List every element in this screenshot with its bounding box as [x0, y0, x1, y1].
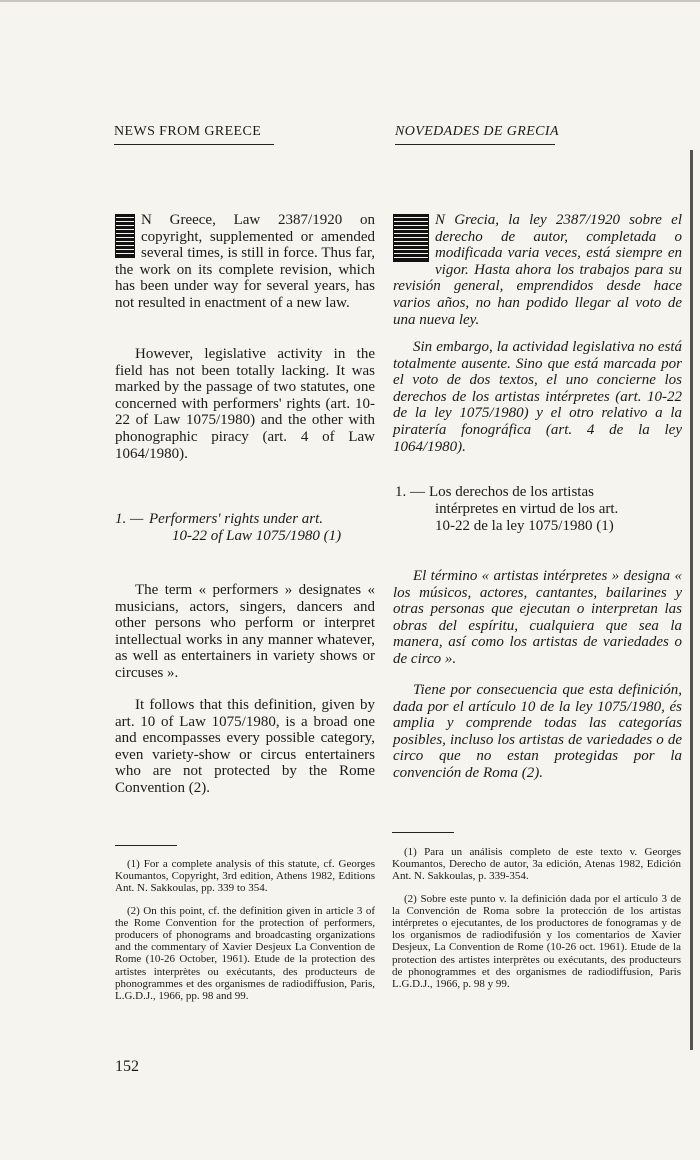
footnote-rule-right	[392, 832, 454, 833]
header-left-rule	[114, 144, 274, 145]
footnote-rule-left	[115, 845, 177, 846]
right-section-heading	[395, 484, 682, 535]
left-intro-text: N Greece, Law 2387/1920 on copyright, supplemented or amended several times, is still in force. Thus far, the work on its complete revision, which has been under way for several years, has not resulted in enactment of a new law.	[115, 212, 375, 311]
left-para-4-text: It follows that this definition, given by art. 10 of Law 1075/1980, is a broad one and encompasses every possible category, even variety-show or circus entertainers who are not protected by the Rome Convention (2).	[115, 697, 375, 796]
right-para-2-text: Sin embargo, la actividad legislativa no está totalmente ausente. Sino que está marcada por el voto de dos textos, el uno concierne los derechos de los artistas intérpretes (art. 10-22 de la ley 1075/1980) y el otro relativo a la piratería fonográfica (art. 4 de la ley 1064/1980).	[393, 339, 682, 455]
page-edge-shadow	[690, 150, 693, 1050]
right-intro-text: N Grecia, la ley 2387/1920 sobre el derecho de autor, completada o modificada varia veces, está siempre en vigor. Hasta ahora los trabajos para su revisión general, emprendidos desde hace varios años, no han podido llegar al voto de una nueva ley.	[393, 212, 682, 328]
left-para-2	[115, 346, 375, 462]
right-section-title-2: intérpretes en virtud de los art.	[435, 501, 619, 517]
right-para-3	[393, 568, 682, 668]
left-para-4	[115, 697, 375, 797]
top-border	[0, 0, 700, 2]
left-para-3	[115, 582, 375, 682]
right-para-4-text: Tiene por consecuencia que esta definición, dada por el artículo 10 de la ley 1075/1980, és amplia y comprende todas las categorías posibles, incluso los artistas de variedades o de circo que no estan protegidas por la convención de Roma (2).	[393, 682, 682, 781]
footnote-left-1: (1) For a complete analysis of this statute, cf. Georges Koumantos, Copyright, 3rd edition, Athens 1982, Editions Ant. N. Sakkoulas, pp. 339 to 354.	[115, 858, 375, 895]
left-section-heading	[115, 511, 377, 545]
left-para-3-text: The term « performers » designates « musicians, actors, singers, dancers and other persons who perform or interpret intellectual works in any manner whatever, as well as entertainers in variety shows or circuses ».	[115, 582, 375, 681]
footnotes-left	[115, 858, 375, 1012]
footnote-left-2: (2) On this point, cf. the definition given in article 3 of the Rome Convention for the protection of performers, producers of phonograms and broadcasting organizations and the commentary of Xavier Desjeux La Convention de Rome (10-26 October, 1961). Etude de la protection des artistes interprètes ou exécutants, des producteurs de phonogrammes et des organismes de radiodiffusion, Paris, L.G.D.J., 1966, pp. 98 and 99.	[115, 904, 375, 1003]
page-number: 152	[115, 1058, 139, 1075]
footnote-right-2: (2) Sobre este punto v. la definición dada por el artículo 3 de la Convención de Roma sobre la protección de los artistas intérpretes o ejecutantes, de los productores de fonogramas y de los organismos de radiodifusión y los comentarios de Xavier Desjeux, La Convention de Rome (10-26 oct. 1961). Etude de la protection des artistes interprètes ou exécutants, des producteurs de phonogrammes et des organismes de radiodiffusion, Paris L.G.D.J., 1966, p. 98 y 99.	[392, 892, 681, 991]
left-para-2-text: However, legislative activity in the field has not been totally lacking. It was marked by the passage of two statutes, one concerned with performers' rights (art. 10-22 of Law 1075/1980) and the other with phonographic piracy (art. 4 of Law 1064/1980).	[115, 346, 375, 462]
header-left	[114, 124, 376, 145]
left-intro	[115, 212, 375, 312]
right-section-title-1: Los derechos de los artistas	[429, 484, 594, 500]
left-section-title-2: 10-22 of Law 1075/1980 (1)	[172, 528, 342, 544]
header-right	[395, 124, 673, 145]
drop-cap-i	[115, 214, 135, 258]
right-intro	[393, 212, 682, 328]
left-section-number: 1. —	[115, 511, 144, 527]
right-para-4	[393, 682, 682, 782]
right-para-3-text: El término « artistas intérpretes » designa « los músicos, actores, cantantes, bailarines y otras personas que ejecutan o interpretan las obras del espíritu, cualquiera que sea la manera, así como los artistas de variedades o de circo ».	[393, 568, 682, 667]
right-section-title-3: 10-22 de la ley 1075/1980 (1)	[435, 518, 614, 534]
right-para-2	[393, 339, 682, 455]
footnote-right-1: (1) Para un análisis completo de este texto v. Georges Koumantos, Derecho de autor, 3a edición, Atenas 1982, Edición Ant. N. Sakkoulas, p. 339-354.	[392, 846, 681, 883]
header-right-title: NOVEDADES DE GRECIA	[395, 124, 559, 139]
header-right-rule	[395, 144, 555, 145]
left-section-title-1: Performers' rights under art.	[149, 511, 324, 527]
right-section-number: 1. —	[395, 484, 425, 500]
header-left-title: NEWS FROM GREECE	[114, 124, 262, 139]
footnotes-right	[392, 846, 681, 1000]
drop-cap-e	[393, 214, 429, 262]
